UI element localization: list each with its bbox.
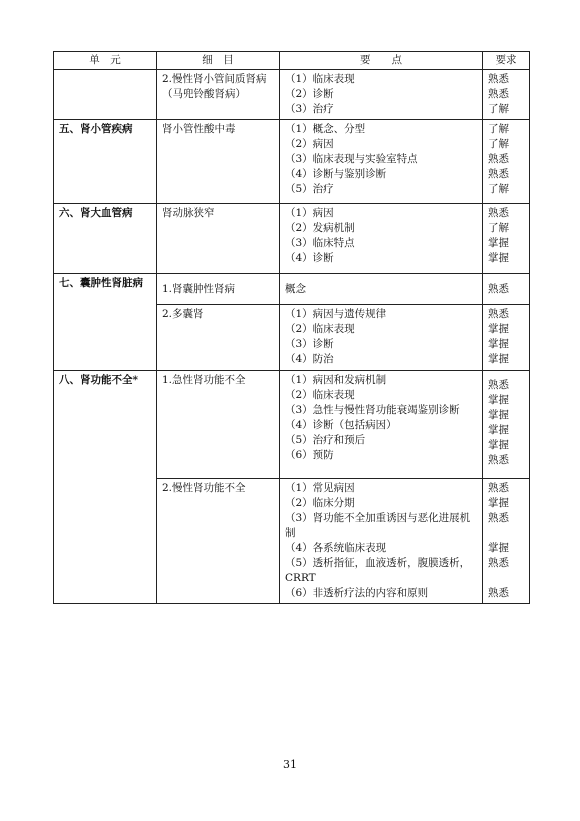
point-line: （6）预防: [285, 449, 334, 461]
requirement-cell: [483, 479, 530, 604]
requirement-cell: [483, 70, 530, 120]
unit-cell: 五、肾小管疾病: [54, 120, 157, 204]
requirement-line: 熟悉: [488, 153, 509, 165]
requirement-line: 熟悉: [488, 587, 509, 599]
requirement-cell: [483, 120, 530, 204]
requirement-line: 掌握: [488, 237, 509, 249]
requirement-cell: [483, 204, 530, 274]
table-row: [54, 204, 530, 274]
requirement-line: 熟悉: [488, 557, 509, 569]
point-line: （6）非透析疗法的内容和原则: [285, 587, 429, 599]
requirement-line: 了解: [488, 103, 509, 115]
requirement-line: 熟悉: [488, 88, 509, 100]
points-cell: [280, 70, 483, 120]
requirement-line: 掌握: [488, 353, 509, 365]
item-cell: 2.多囊肾: [157, 305, 280, 371]
points-cell: [280, 120, 483, 204]
points-cell: [280, 305, 483, 371]
point-line: （3）肾功能不全加重诱因与恶化进展机制: [285, 512, 471, 539]
item-cell: 2.慢性肾小管间质肾病（马兜铃酸肾病）: [157, 70, 280, 120]
point-line: （2）诊断: [285, 88, 334, 100]
unit-cell: 六、肾大血管病: [54, 204, 157, 274]
syllabus-table: [53, 51, 530, 604]
requirement-cell: [483, 274, 530, 305]
point-line: （3）治疗: [285, 103, 334, 115]
requirement-line: 熟悉: [488, 512, 509, 524]
point-line: （2）临床表现: [285, 323, 355, 335]
header-item: 细 目: [157, 52, 280, 70]
point-line: （2）临床分期: [285, 497, 355, 509]
table-row: [54, 70, 530, 120]
point-line: （5）治疗和预后: [285, 434, 366, 446]
requirement-line: [488, 526, 524, 541]
point-line: 概念: [285, 282, 306, 295]
point-line: （4）诊断与鉴别诊断: [285, 168, 387, 180]
header-requirement: 要求: [483, 52, 530, 70]
requirement-cell: [483, 371, 530, 479]
requirement-line: 熟悉: [488, 207, 509, 219]
requirement-line: 了解: [488, 123, 509, 135]
requirement-line: 了解: [488, 183, 509, 195]
requirement-line: 掌握: [488, 542, 509, 554]
point-line: （3）诊断: [285, 338, 334, 350]
point-line: （2）临床表现: [285, 389, 355, 401]
point-line: （1）临床表现: [285, 73, 355, 85]
point-line: （4）诊断: [285, 252, 334, 264]
point-line: （3）临床特点: [285, 237, 355, 249]
table-header-row: [54, 52, 530, 70]
requirement-line: 掌握: [488, 252, 509, 264]
item-cell: 1.急性肾功能不全: [157, 371, 280, 479]
requirement-line: 掌握: [488, 439, 509, 451]
header-unit: 单 元: [54, 52, 157, 70]
point-line: （4）防治: [285, 353, 334, 365]
unit-cell: [54, 70, 157, 120]
requirement-line: 熟悉: [488, 73, 509, 85]
requirement-line: 掌握: [488, 424, 509, 436]
points-cell: [280, 274, 483, 305]
point-line: （5）透析指征，血液透析，腹膜透析，CRRT: [285, 557, 471, 584]
point-line: （4）诊断（包括病因）: [285, 419, 397, 431]
requirement-line: 掌握: [488, 394, 509, 406]
point-line: （3）急性与慢性肾功能衰竭鉴别诊断: [285, 404, 460, 416]
points-cell: [280, 204, 483, 274]
item-cell: 肾动脉狭窄: [157, 204, 280, 274]
point-line: （1）概念、分型: [285, 123, 366, 135]
point-line: （2）发病机制: [285, 222, 355, 234]
requirement-line: 掌握: [488, 409, 509, 421]
unit-cell: 八、肾功能不全*: [54, 371, 157, 604]
table-row: [54, 120, 530, 204]
points-cell: [280, 371, 483, 479]
requirement-cell: [483, 305, 530, 371]
requirement-line: 熟悉: [488, 454, 509, 466]
unit-cell: 七、囊肿性肾脏病: [54, 274, 157, 371]
requirement-line: 了解: [488, 138, 509, 150]
page-number: 31: [283, 758, 297, 771]
point-line: （1）病因: [285, 207, 334, 219]
requirement-line: 熟悉: [488, 168, 509, 180]
header-points: 要 点: [280, 52, 483, 70]
points-cell: [280, 479, 483, 604]
point-line: （1）常见病因: [285, 482, 355, 494]
item-cell: 2.慢性肾功能不全: [157, 479, 280, 604]
point-line: （1）病因与遗传规律: [285, 308, 387, 320]
requirement-line: 熟悉: [488, 379, 509, 391]
point-line: （1）病因和发病机制: [285, 374, 387, 386]
point-line: （3）临床表现与实验室特点: [285, 153, 418, 165]
requirement-line: 熟悉: [488, 308, 509, 320]
requirement-line: 了解: [488, 222, 509, 234]
item-cell: 1.肾囊肿性肾病: [157, 274, 280, 305]
requirement-line: [488, 571, 524, 586]
requirement-line: 掌握: [488, 497, 509, 509]
requirement-line: 掌握: [488, 338, 509, 350]
item-cell: 肾小管性酸中毒: [157, 120, 280, 204]
point-line: （4）各系统临床表现: [285, 542, 387, 554]
point-line: （5）治疗: [285, 183, 334, 195]
requirement-line: 熟悉: [488, 482, 509, 494]
requirement-line: 熟悉: [488, 282, 509, 295]
point-line: （2）病因: [285, 138, 334, 150]
table-row: [54, 371, 530, 479]
requirement-line: 掌握: [488, 323, 509, 335]
table-row: [54, 274, 530, 305]
